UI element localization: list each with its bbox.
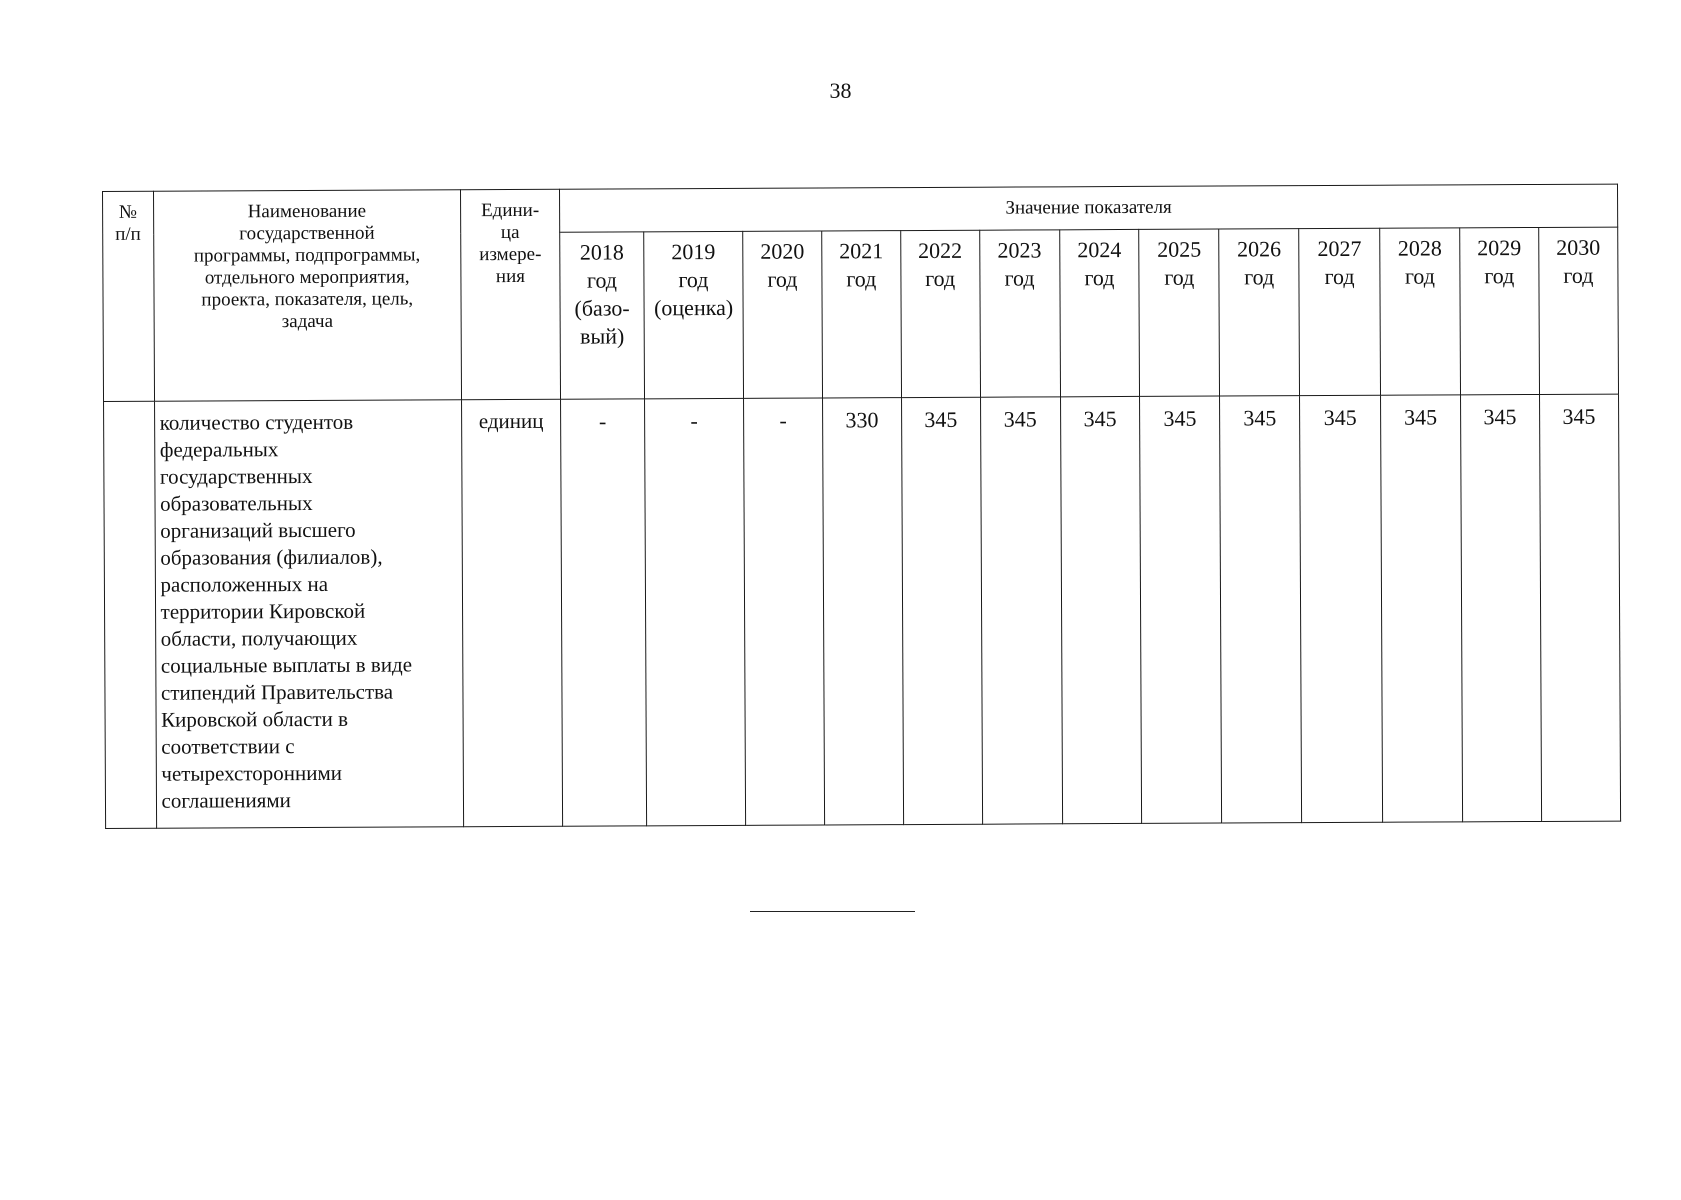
year-number: 2025 (1157, 236, 1202, 262)
value-cell-2020: - (744, 398, 825, 825)
header-number-line: № (118, 201, 137, 223)
row-name-line: области, получающих (160, 625, 358, 651)
year-header-2030 (1539, 227, 1619, 394)
value-cell-2026: 345 (1220, 396, 1302, 823)
header-unit-line: измере- (479, 243, 542, 266)
header-indicator-value-group: Значение показателя (560, 184, 1618, 232)
year-number: 2018 (579, 239, 624, 265)
row-name-line: социальные выплаты в виде (160, 652, 413, 678)
year-header-2019 (644, 231, 744, 398)
row-name-line: федеральных (159, 437, 279, 462)
header-name-line: Наименование (247, 200, 367, 223)
year-number: 2027 (1317, 235, 1362, 262)
value-cell-2027: 345 (1300, 395, 1383, 822)
header-name-line: задача (281, 310, 334, 333)
year-header-2027 (1299, 228, 1381, 395)
year-word: год (1004, 265, 1035, 291)
year-header-2021 (822, 231, 902, 398)
year-number: 2026 (1236, 236, 1282, 262)
row-name-line: территории Кировской (160, 598, 366, 624)
header-number-line: п/п (115, 223, 141, 245)
year-header-2022 (901, 230, 981, 397)
header-name-line: проекта, показателя, цель, (201, 288, 414, 311)
year-number: 2020 (760, 238, 805, 264)
row-name-line: Кировской области в (161, 706, 349, 732)
row-name-line: образования (филиалов), (160, 544, 383, 570)
year-word: год (1563, 262, 1594, 288)
year-header-2018 (560, 232, 645, 399)
year-number: 2029 (1477, 235, 1522, 261)
year-note-line: (оценка) (653, 294, 734, 321)
year-number: 2024 (1077, 237, 1122, 263)
row-number-cell (104, 401, 157, 828)
year-word: год (1324, 263, 1355, 290)
header-unit-line: ца (500, 221, 520, 244)
year-header-2025 (1139, 229, 1220, 396)
row-name-line: соглашениями (161, 788, 291, 813)
year-number: 2019 (671, 239, 716, 265)
year-word: год (925, 265, 956, 291)
value-cell-2022: 345 (901, 397, 982, 824)
year-header-2029 (1460, 227, 1540, 394)
year-header-2023 (979, 230, 1060, 397)
value-cell-2028: 345 (1381, 395, 1463, 822)
value-cell-2025: 345 (1140, 396, 1222, 823)
header-number-cell (103, 191, 155, 401)
year-word: год (767, 266, 798, 292)
year-word: год (1084, 265, 1115, 291)
value-cell-2019: - (644, 398, 745, 825)
year-number: 2028 (1397, 235, 1442, 261)
header-unit-line: ния (495, 265, 526, 288)
value-cell-2029: 345 (1460, 394, 1541, 821)
row-name-line: соответствии с (161, 734, 295, 759)
year-word: год (1164, 264, 1195, 290)
year-word: год (846, 266, 877, 292)
year-word: год (1244, 264, 1275, 290)
header-name-line: программы, подпрограммы, (193, 244, 421, 267)
row-name-line: государственных (159, 463, 313, 489)
row-name-line: количество студентов (159, 409, 354, 435)
year-header-2028 (1380, 228, 1461, 395)
page-number: 38 (829, 78, 852, 103)
header-name-cell (153, 190, 461, 401)
table-row (104, 394, 1621, 828)
end-of-table-divider (750, 911, 915, 912)
year-word: год (1484, 263, 1515, 289)
row-name-line: организаций высшего (160, 517, 356, 543)
row-name-line: расположенных на (160, 571, 329, 597)
year-header-2020 (743, 231, 823, 398)
row-unit-cell: единиц (461, 399, 562, 826)
header-row-group (103, 184, 1618, 234)
year-number: 2021 (839, 238, 884, 264)
header-unit-line: Едини- (480, 199, 540, 222)
value-cell-2024: 345 (1060, 396, 1142, 823)
value-cell-2023: 345 (980, 397, 1062, 824)
year-word: год (586, 267, 618, 293)
value-cell-2030: 345 (1539, 394, 1620, 821)
year-note-line: (базо- (574, 295, 630, 321)
year-note-line: вый) (580, 323, 625, 349)
row-name-line: четырехсторонними (161, 760, 343, 786)
row-name-cell (154, 400, 463, 828)
year-word: год (678, 267, 709, 293)
year-number: 2030 (1556, 234, 1601, 260)
year-header-2026 (1219, 229, 1300, 396)
value-cell-2021: 330 (822, 398, 903, 825)
header-name-line: отдельного мероприятия, (204, 266, 410, 289)
header-name-line: государственной (239, 222, 375, 245)
value-cell-2018: - (561, 399, 647, 826)
indicator-table (102, 184, 1621, 829)
row-name-line: образовательных (160, 490, 313, 516)
year-number: 2022 (917, 237, 963, 264)
row-name-line: стипендий Правительства (160, 679, 394, 705)
year-number: 2023 (997, 237, 1042, 263)
header-unit-cell (460, 189, 560, 399)
year-word: год (1404, 263, 1436, 289)
year-header-2024 (1059, 229, 1140, 396)
